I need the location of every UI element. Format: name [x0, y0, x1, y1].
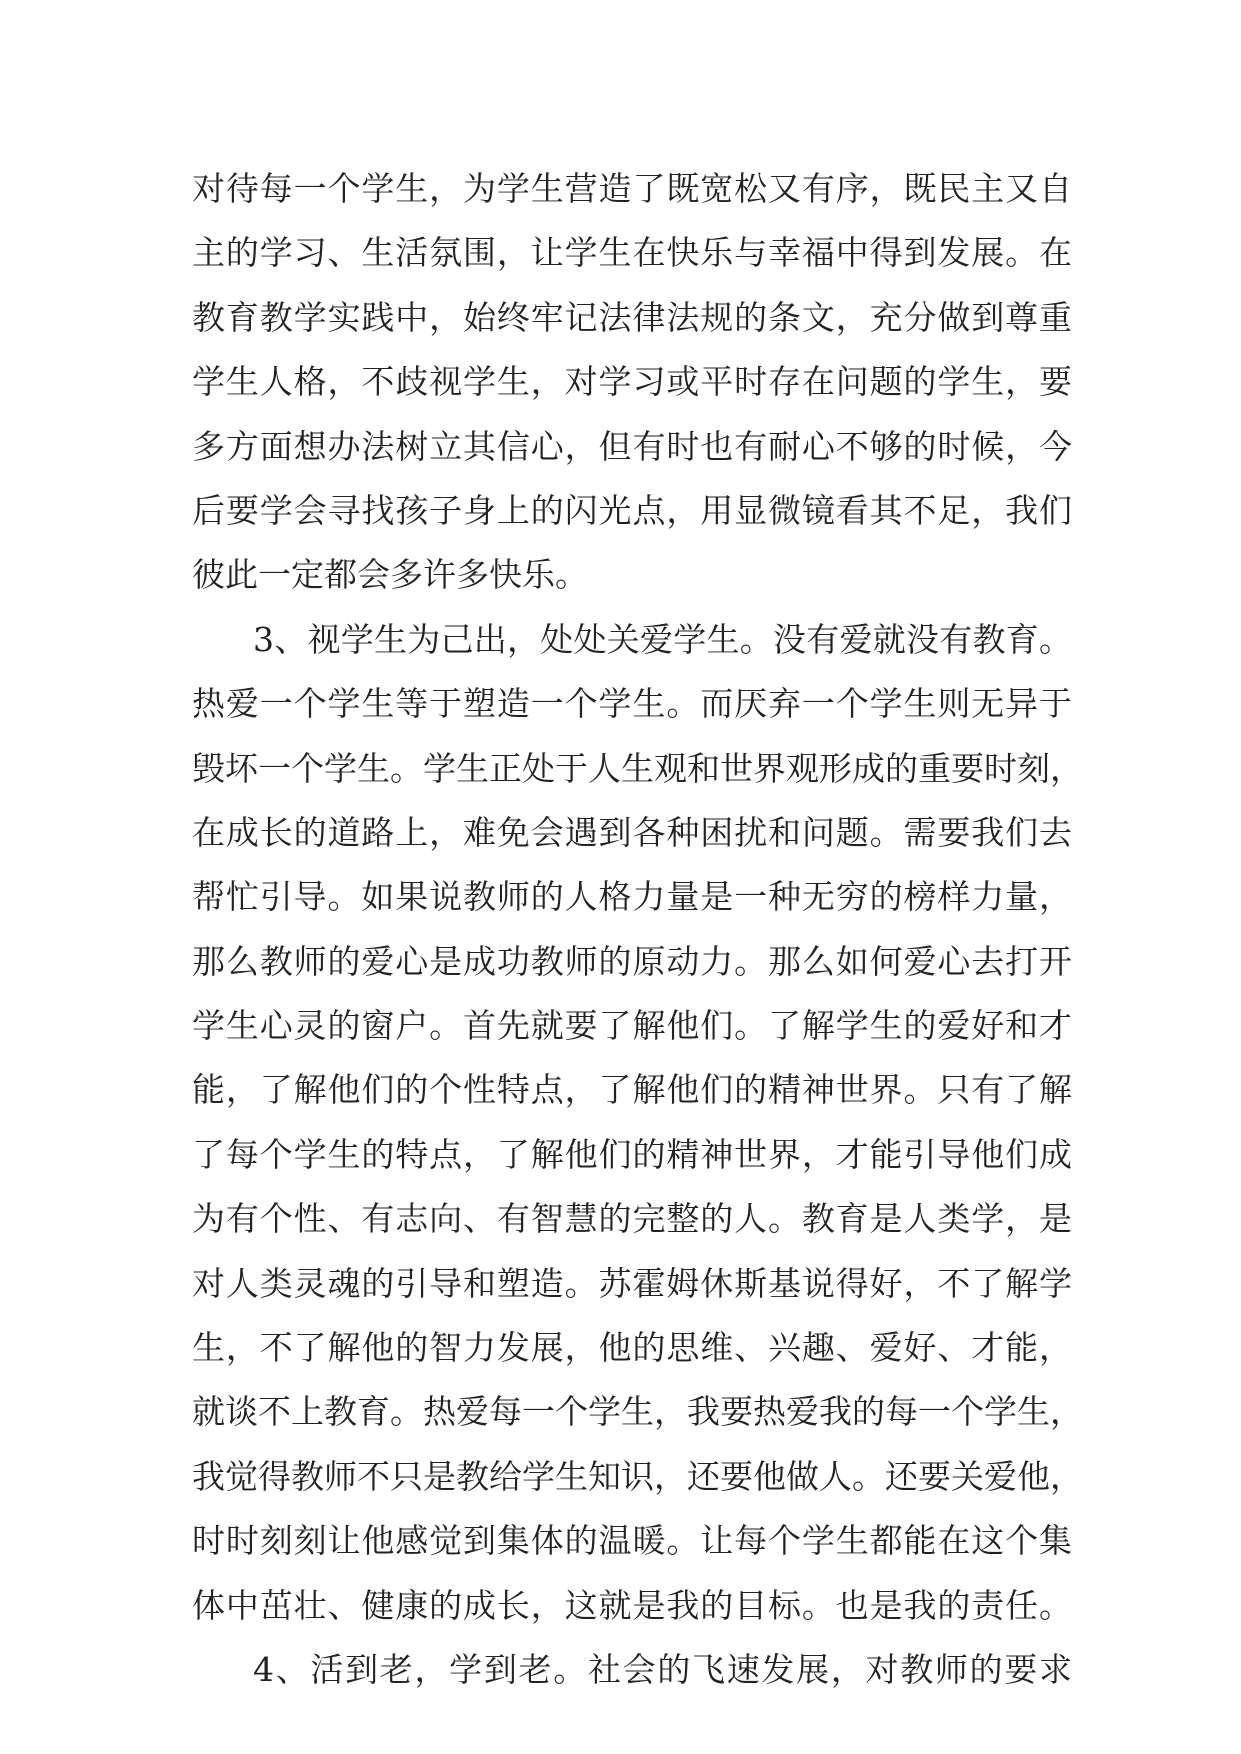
text-line: 为有个性、有志向、有智慧的完整的人。教育是人类学，是: [192, 1199, 1072, 1239]
text-line: 体中茁壮、健康的成长，这就是我的目标。也是我的责任。: [192, 1585, 1072, 1625]
text-line: 那么教师的爱心是成功教师的原动力。那么如何爱心去打开: [192, 941, 1072, 981]
text-line: 3、视学生为己出，处处关爱学生。没有爱就没有教育。: [253, 619, 1072, 659]
text-line: 多方面想办法树立其信心，但有时也有耐心不够的时候，今: [192, 426, 1072, 466]
text-line: 学生人格，不歧视学生，对学习或平时存在问题的学生，要: [192, 362, 1072, 402]
text-line: 彼此一定都会多许多快乐。: [192, 555, 588, 595]
text-line: 学生心灵的窗户。首先就要了解他们。了解学生的爱好和才: [192, 1006, 1072, 1046]
text-line: 能，了解他们的个性特点，了解他们的精神世界。只有了解: [192, 1070, 1072, 1110]
text-line: 帮忙引导。如果说教师的人格力量是一种无穷的榜样力量，: [192, 877, 1072, 917]
text-line: 就谈不上教育。热爱每一个学生，我要热爱我的每一个学生，: [192, 1392, 1083, 1432]
body-text: [192, 157, 1083, 1702]
text-line: 对待每一个学生，为学生营造了既宽松又有序，既民主又自: [192, 169, 1072, 208]
text-line: 主的学习、生活氛围，让学生在快乐与幸福中得到发展。在: [192, 233, 1072, 273]
text-line: 生，不了解他的智力发展，他的思维、兴趣、爱好、才能，: [192, 1328, 1072, 1368]
text-line: 在成长的道路上，难免会遇到各种困扰和问题。需要我们去: [192, 812, 1072, 852]
text-line: 了每个学生的特点，了解他们的精神世界，才能引导他们成: [192, 1134, 1072, 1174]
text-line: 对人类灵魂的引导和塑造。苏霍姆休斯基说得好，不了解学: [192, 1263, 1072, 1303]
text-line: 热爱一个学生等于塑造一个学生。而厌弃一个学生则无异于: [192, 684, 1072, 724]
text-line: 毁坏一个学生。学生正处于人生观和世界观形成的重要时刻，: [192, 748, 1083, 788]
text-line: 教育教学实践中，始终牢记法律法规的条文，充分做到尊重: [192, 297, 1072, 337]
text-line: 4、活到老，学到老。社会的飞速发展，对教师的要求: [253, 1649, 1072, 1689]
text-line: 我觉得教师不只是教给学生知识，还要他做人。还要关爱他，: [192, 1456, 1083, 1496]
text-line: 时时刻刻让他感觉到集体的温暖。让每个学生都能在这个集: [192, 1521, 1072, 1561]
text-line: 后要学会寻找孩子身上的闪光点，用显微镜看其不足，我们: [192, 490, 1072, 530]
